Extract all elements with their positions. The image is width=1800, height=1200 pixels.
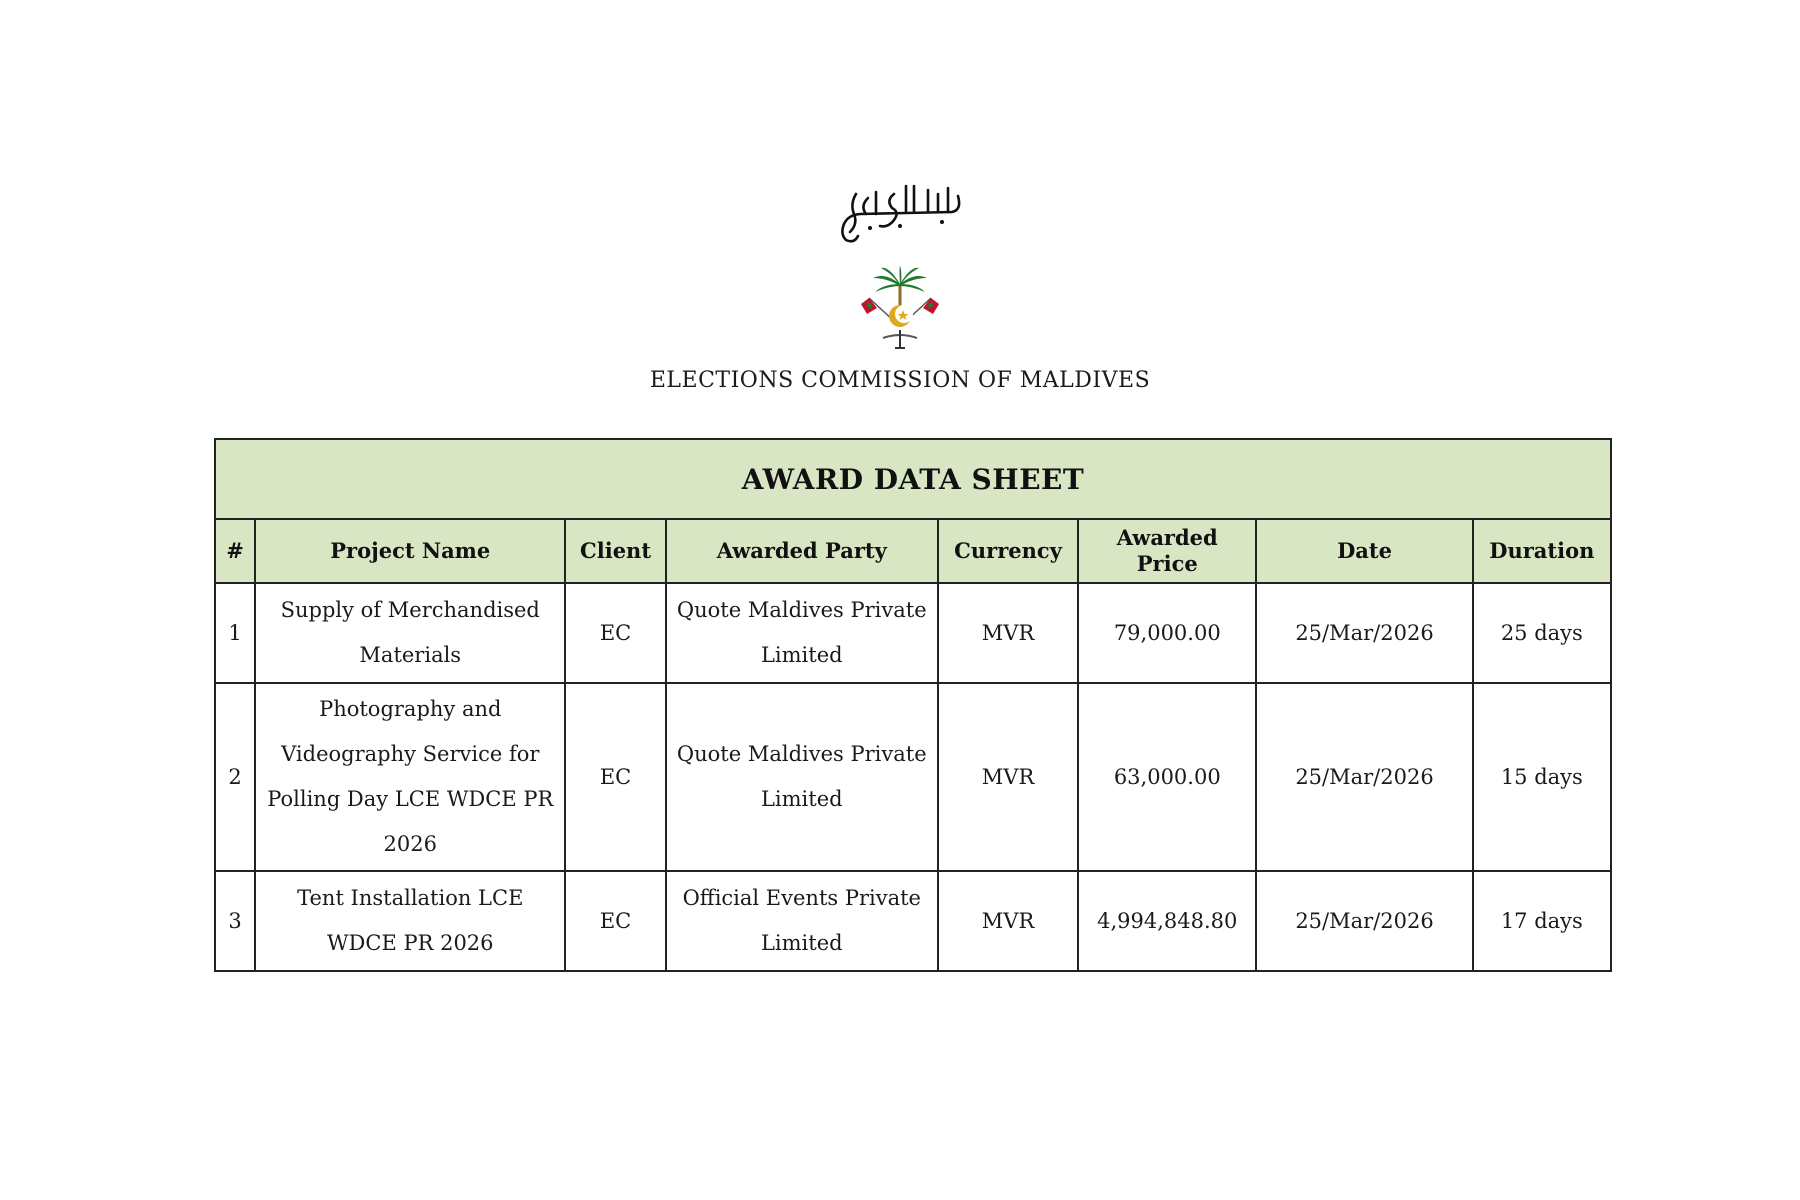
bismillah-calligraphy-icon bbox=[830, 180, 970, 250]
client: EC bbox=[565, 683, 665, 871]
column-header-duration: Duration bbox=[1473, 519, 1611, 583]
awarded-party: Quote Maldives Private Limited bbox=[666, 583, 938, 683]
currency: MVR bbox=[938, 871, 1078, 971]
document-header bbox=[0, 180, 1800, 393]
row-number: 2 bbox=[215, 683, 255, 871]
award-data-table bbox=[214, 438, 1612, 972]
client: EC bbox=[565, 583, 665, 683]
project-name: Tent Installation LCE WDCE PR 2026 bbox=[255, 871, 565, 971]
awarded-price: 79,000.00 bbox=[1078, 583, 1256, 683]
column-header-row bbox=[215, 519, 1611, 583]
table-row bbox=[215, 683, 1611, 871]
duration: 25 days bbox=[1473, 583, 1611, 683]
table-row bbox=[215, 583, 1611, 683]
client: EC bbox=[565, 871, 665, 971]
awarded-party: Quote Maldives Private Limited bbox=[666, 683, 938, 871]
column-header-number: # bbox=[215, 519, 255, 583]
table-row bbox=[215, 871, 1611, 971]
table-title: AWARD DATA SHEET bbox=[215, 439, 1611, 519]
duration: 17 days bbox=[1473, 871, 1611, 971]
row-number: 1 bbox=[215, 583, 255, 683]
column-header-currency: Currency bbox=[938, 519, 1078, 583]
currency: MVR bbox=[938, 583, 1078, 683]
column-header-client: Client bbox=[565, 519, 665, 583]
awarded-price: 4,994,848.80 bbox=[1078, 871, 1256, 971]
row-number: 3 bbox=[215, 871, 255, 971]
column-header-awarded-price: Awarded Price bbox=[1078, 519, 1256, 583]
awarded-party: Official Events Private Limited bbox=[666, 871, 938, 971]
project-name: Supply of Merchandised Materials bbox=[255, 583, 565, 683]
awarded-price: 63,000.00 bbox=[1078, 683, 1256, 871]
column-header-awarded-party: Awarded Party bbox=[666, 519, 938, 583]
column-header-project-name: Project Name bbox=[255, 519, 565, 583]
project-name: Photography and Videography Service for Polling Day LCE WDCE PR 2026 bbox=[255, 683, 565, 871]
organization-name: ELECTIONS COMMISSION OF MALDIVES bbox=[649, 368, 1151, 393]
maldives-state-emblem-icon bbox=[855, 264, 945, 354]
award-date: 25/Mar/2026 bbox=[1256, 683, 1472, 871]
award-date: 25/Mar/2026 bbox=[1256, 871, 1472, 971]
column-header-date: Date bbox=[1256, 519, 1472, 583]
currency: MVR bbox=[938, 683, 1078, 871]
duration: 15 days bbox=[1473, 683, 1611, 871]
award-date: 25/Mar/2026 bbox=[1256, 583, 1472, 683]
